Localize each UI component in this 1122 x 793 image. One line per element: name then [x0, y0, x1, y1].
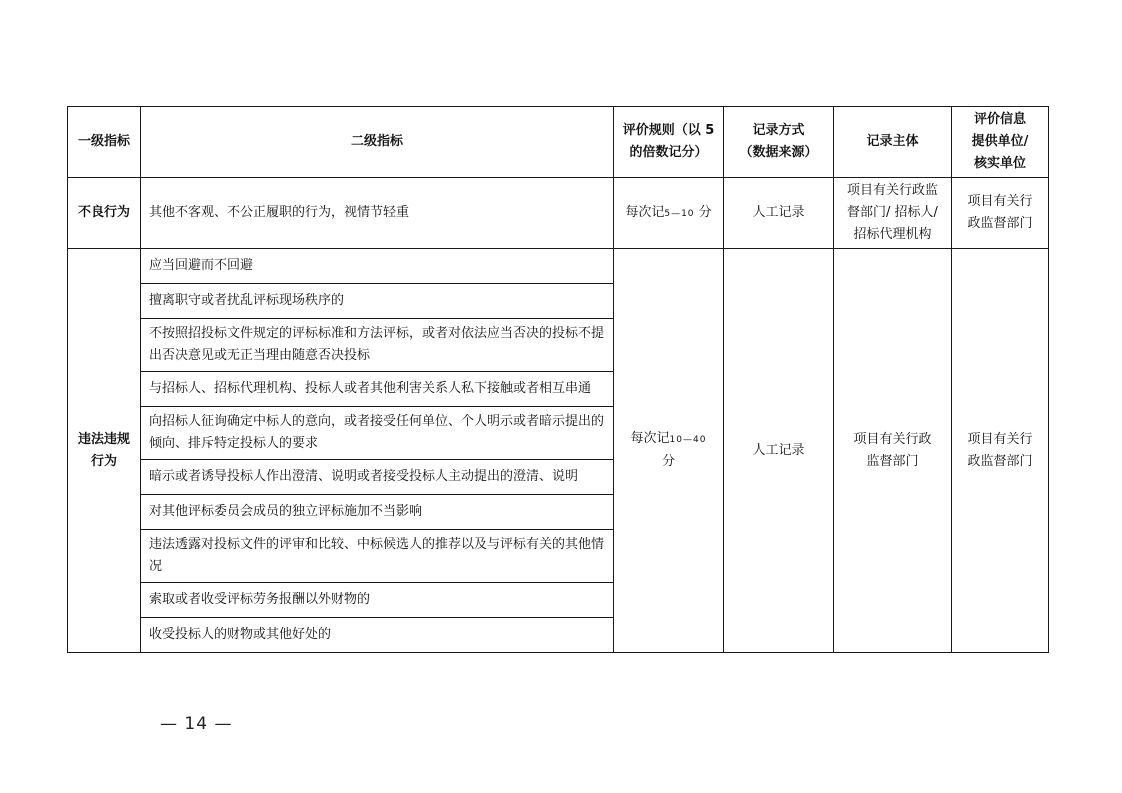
level2-cell: 收受投标人的财物或其他好处的 — [141, 618, 614, 653]
level2-cell: 不按照招投标文件规定的评标标准和方法评标，或者对依法应当否决的投标不提出否决意见或无正当理由随意否决投标 — [141, 319, 614, 372]
header-subject: 记录主体 — [834, 107, 952, 178]
header-level1: 一级指标 — [68, 107, 141, 178]
rule-cell: 每次记10—40 分 — [614, 249, 724, 653]
level2-cell: 对其他评标委员会成员的独立评标施加不当影响 — [141, 495, 614, 530]
rule-cell: 每次记5—10 分 — [614, 178, 724, 249]
level2-cell: 向招标人征询确定中标人的意向，或者接受任何单位、个人明示或者暗示提出的倾向、排斥特定投标人的要求 — [141, 407, 614, 460]
provider-cell: 项目有关行 政监督部门 — [952, 178, 1049, 249]
level2-cell: 擅离职守或者扰乱评标现场秩序的 — [141, 284, 614, 319]
level1-cell: 不良行为 — [68, 178, 141, 249]
header-provider: 评价信息 提供单位/ 核实单位 — [952, 107, 1049, 178]
level2-cell: 其他不客观、不公正履职的行为，视情节轻重 — [141, 178, 614, 249]
table-row-bad-behavior — [68, 178, 1049, 249]
table-row — [68, 249, 1049, 284]
level2-cell: 与招标人、招标代理机构、投标人或者其他利害关系人私下接触或者相互串通 — [141, 372, 614, 407]
provider-cell: 项目有关行 政监督部门 — [952, 249, 1049, 653]
subject-cell: 项目有关行政 监督部门 — [834, 249, 952, 653]
header-rule: 评价规则（以 5 的倍数记分） — [614, 107, 724, 178]
method-cell: 人工记录 — [724, 178, 834, 249]
subject-cell: 项目有关行政监 督部门/ 招标人/ 招标代理机构 — [834, 178, 952, 249]
level2-cell: 违法透露对投标文件的评审和比较、中标候选人的推荐以及与评标有关的其他情况 — [141, 530, 614, 583]
level2-cell: 暗示或者诱导投标人作出澄清、说明或者接受投标人主动提出的澄清、说明 — [141, 460, 614, 495]
level2-cell: 应当回避而不回避 — [141, 249, 614, 284]
header-method: 记录方式 （数据来源） — [724, 107, 834, 178]
header-row — [68, 107, 1049, 178]
evaluation-table — [67, 106, 1049, 653]
level2-cell: 索取或者收受评标劳务报酬以外财物的 — [141, 583, 614, 618]
header-level2: 二级指标 — [141, 107, 614, 178]
page-number: — 14 — — [160, 714, 233, 734]
level1-cell: 违法违规 行为 — [68, 249, 141, 653]
method-cell: 人工记录 — [724, 249, 834, 653]
